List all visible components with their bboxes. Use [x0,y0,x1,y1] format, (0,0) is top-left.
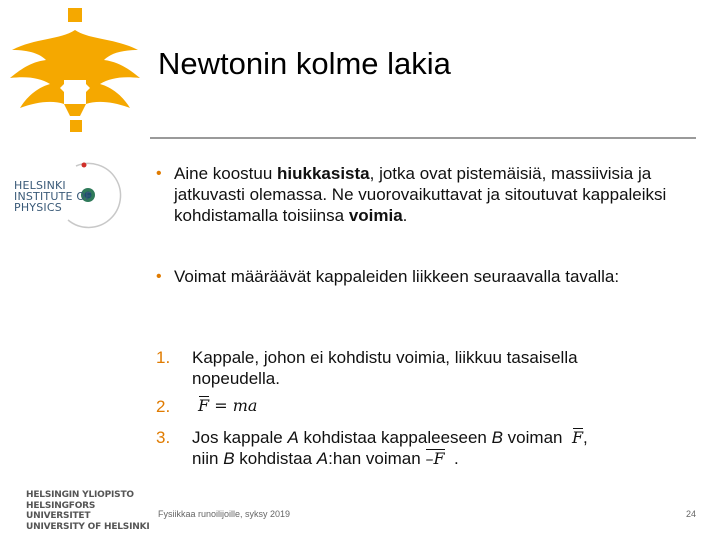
law-item-3 [156,427,696,471]
law-number: 1. [156,348,171,367]
university-flame-logo [0,0,150,150]
law-number: 3. [156,428,171,447]
page-number: 24 [685,509,696,519]
bullet-marker: • [156,165,162,182]
law-item-1 [156,347,696,391]
law-formula: F = ma [198,396,258,415]
bullet-marker: • [156,268,162,285]
institute-name-line-2: INSTITUTE OF [14,190,92,203]
university-name-logo [26,490,156,532]
bullet-particles [156,163,696,229]
university-name-fi: HELSINGIN YLIOPISTO [26,490,134,500]
institute-name-line-3: PHYSICS [14,201,62,214]
bullet-forces [156,266,696,310]
title-divider [150,137,696,139]
bullet-text: Voimat määräävät kappaleiden liikkeen seuraavalla tavalla: [174,267,620,286]
law-number: 2. [156,397,171,416]
bullet-text: Aine koostuu hiukkasista, jotka ovat pistemäisiä, massiivisia ja jatkuvasti olemassa. Ne vuorovaikuttavat ja sitoutuvat kappaleiksi kohdistamalla toisiinsa voimia. [174,164,667,225]
law-item-2 [156,396,696,418]
university-name-en: UNIVERSITY OF HELSINKI [26,521,150,532]
slide-title: Newtonin kolme lakia [158,46,451,81]
law-text-line-2: niin B kohdistaa A:han voiman –F . [192,449,459,468]
law-text-line-1: Jos kappale A kohdistaa kappaleeseen B voiman F, [192,428,588,447]
university-name-sv: HELSINGFORS UNIVERSITET [26,500,96,521]
institute-name-line-1: HELSINKI [14,179,66,192]
law-text: Kappale, johon ei kohdistu voimia, liikkuu tasaisella nopeudella. [192,348,578,388]
institute-logo [10,160,130,230]
footer-course: Fysiikkaa runoilijoille, syksy 2019 [158,509,291,519]
